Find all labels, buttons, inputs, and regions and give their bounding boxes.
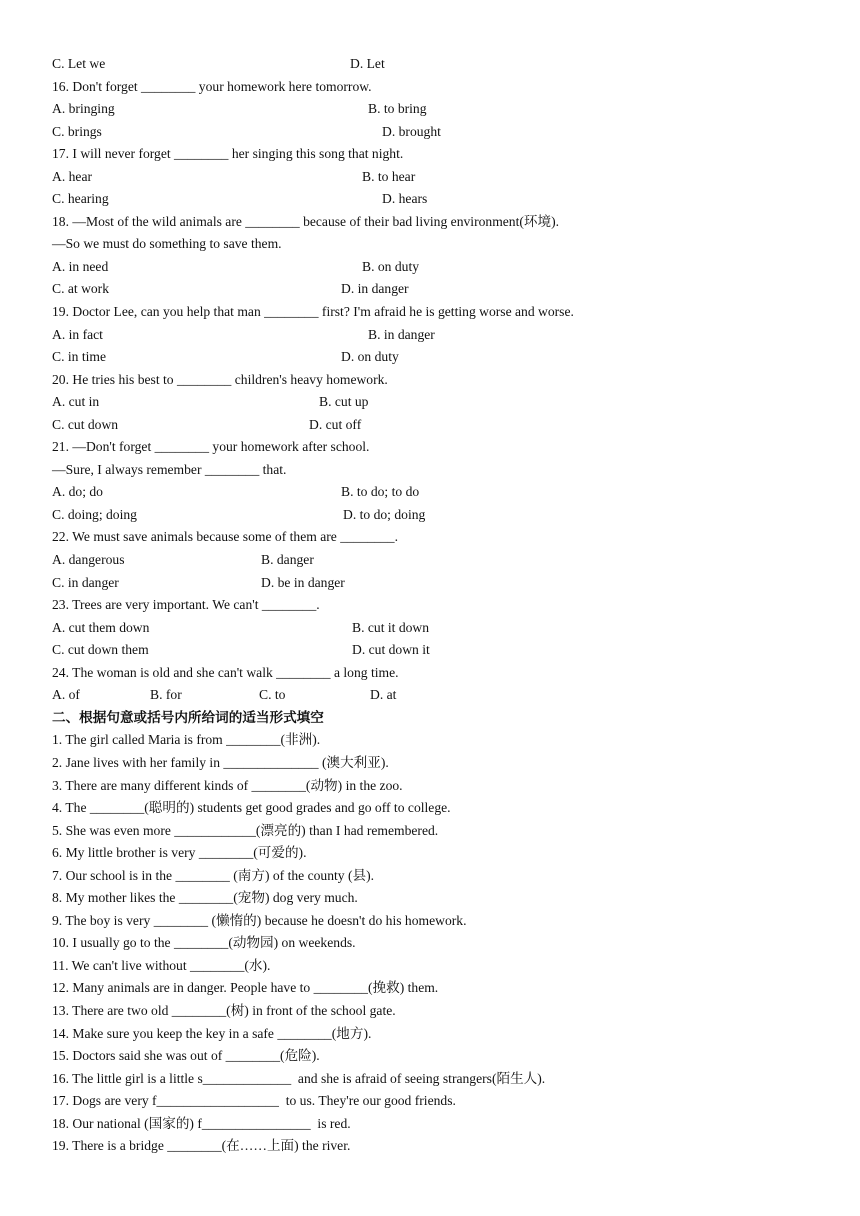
fill-in-question	[52, 1135, 832, 1158]
question-text: 23. Trees are very important. We can't ________.	[52, 597, 320, 613]
question-stem	[52, 369, 832, 392]
fill-in-question	[52, 887, 832, 910]
fill-in-question	[52, 797, 832, 820]
fill-in-question	[52, 977, 832, 1000]
option-right: D. in danger	[341, 281, 409, 297]
option-right: B. cut up	[319, 394, 369, 410]
answer-options	[52, 166, 832, 189]
question-text: 17. Dogs are very f__________________ to us. They're our good friends.	[52, 1093, 456, 1109]
question-stem	[52, 459, 832, 482]
question-stem	[52, 301, 832, 324]
fill-in-question	[52, 1000, 832, 1023]
option-right: D. brought	[382, 123, 441, 139]
fill-in-question	[52, 775, 832, 798]
option-right: D. on duty	[341, 349, 399, 365]
answer-options	[52, 414, 832, 437]
option-left: A. hear	[52, 168, 93, 184]
answer-options	[52, 188, 832, 211]
option-left: C. cut down them	[52, 642, 149, 658]
answer-options	[52, 481, 832, 504]
question-stem	[52, 211, 832, 234]
option-left: C. at work	[52, 281, 110, 297]
question-text: 14. Make sure you keep the key in a safe ________(地方).	[52, 1025, 372, 1041]
question-text: 15. Doctors said she was out of ________(危险).	[52, 1048, 320, 1064]
question-text: 18. Our national (国家的) f________________ is red.	[52, 1115, 351, 1131]
option-left: C. in time	[52, 349, 106, 365]
question-text: 13. There are two old ________(树) in front of the school gate.	[52, 1002, 396, 1018]
question-stem	[52, 526, 832, 549]
option-a: A. of	[52, 687, 80, 703]
answer-options	[52, 639, 832, 662]
question-text: 19. Doctor Lee, can you help that man ________ first? I'm afraid he is getting worse and worse.	[52, 304, 574, 320]
question-text: 10. I usually go to the ________(动物园) on weekends.	[52, 935, 356, 951]
answer-options	[52, 256, 832, 279]
option-left: A. do; do	[52, 484, 103, 500]
question-text: 9. The boy is very ________ (懒惰的) because he doesn't do his homework.	[52, 912, 467, 928]
question-text: 21. —Don't forget ________ your homework after school.	[52, 439, 370, 455]
option-right: B. on duty	[362, 258, 420, 274]
question-stem	[52, 233, 832, 256]
answer-options	[52, 324, 832, 347]
option-right: B. to bring	[368, 101, 427, 117]
question-text: 12. Many animals are in danger. People have to ________(挽救) them.	[52, 980, 439, 996]
option-right: D. cut down it	[352, 642, 430, 658]
option-left: A. cut in	[52, 394, 100, 410]
option-d: D. at	[370, 687, 397, 703]
option-right: B. to do; to do	[341, 484, 420, 500]
question-text: 6. My little brother is very ________(可爱的).	[52, 845, 307, 861]
question-text: 1. The girl called Maria is from ________(非洲).	[52, 732, 321, 748]
answer-options	[52, 98, 832, 121]
question-text: 7. Our school is in the ________ (南方) of the county (县).	[52, 867, 375, 883]
question-text: 18. —Most of the wild animals are ________ because of their bad living environment(环境).	[52, 213, 560, 229]
question-text: 22. We must save animals because some of them are ________.	[52, 529, 398, 545]
option-left: C. hearing	[52, 191, 109, 207]
question-text: 16. Don't forget ________ your homework here tomorrow.	[52, 78, 372, 94]
answer-options	[52, 617, 832, 640]
question-stem	[52, 143, 832, 166]
option-left: C. Let we	[52, 56, 106, 71]
question-stem	[52, 76, 832, 99]
fill-in-question	[52, 842, 832, 865]
option-left: C. in danger	[52, 574, 119, 590]
worksheet-page	[52, 53, 832, 1158]
question-text: 11. We can't live without ________(水).	[52, 957, 271, 973]
answer-options	[52, 278, 832, 301]
option-left: C. brings	[52, 123, 102, 139]
question-stem	[52, 662, 832, 685]
fill-in-question	[52, 1045, 832, 1068]
fill-in-question	[52, 1023, 832, 1046]
question-text: 5. She was even more ____________(漂亮的) than I had remembered.	[52, 822, 439, 838]
fill-in-question	[52, 1090, 832, 1113]
answer-options	[52, 549, 832, 572]
fill-in-question	[52, 865, 832, 888]
option-left: C. doing; doing	[52, 506, 137, 522]
answer-options	[52, 391, 832, 414]
question-text: —So we must do something to save them.	[52, 236, 282, 252]
option-left: C. cut down	[52, 416, 119, 432]
option-b: B. for	[150, 687, 182, 703]
answer-options	[52, 121, 832, 144]
option-left: A. dangerous	[52, 552, 125, 568]
option-right: D. be in danger	[261, 574, 345, 590]
fill-in-question	[52, 729, 832, 752]
fill-in-question	[52, 932, 832, 955]
option-right: B. in danger	[368, 326, 435, 342]
option-right: B. cut it down	[352, 619, 430, 635]
answer-options	[52, 504, 832, 527]
question-text: 16. The little girl is a little s_____________ and she is afraid of seeing strangers(陌生人).	[52, 1070, 546, 1086]
option-right: D. hears	[382, 191, 428, 207]
question-text: 20. He tries his best to ________ children's heavy homework.	[52, 371, 388, 387]
fill-in-question	[52, 1113, 832, 1136]
question-text: —Sure, I always remember ________ that.	[52, 461, 287, 477]
option-left: A. cut them down	[52, 619, 150, 635]
question-text: 8. My mother likes the ________(宠物) dog very much.	[52, 890, 358, 906]
fill-in-question	[52, 1068, 832, 1091]
question-text: 4. The ________(聪明的) students get good grades and go off to college.	[52, 800, 451, 816]
option-c: C. to	[259, 687, 286, 703]
option-right: D. cut off	[309, 416, 362, 432]
fill-in-question	[52, 820, 832, 843]
option-right: B. to hear	[362, 168, 416, 184]
option-right: D. Let	[350, 56, 385, 71]
option-right: D. to do; doing	[343, 506, 426, 522]
question-text: 2. Jane lives with her family in ______________ (澳大利亚).	[52, 754, 389, 770]
fill-in-question	[52, 955, 832, 978]
answer-options	[52, 346, 832, 369]
answer-options	[52, 53, 832, 76]
fill-in-question	[52, 752, 832, 775]
option-right: B. danger	[261, 552, 314, 568]
question-text: 3. There are many different kinds of ________(动物) in the zoo.	[52, 777, 403, 793]
question-text: 24. The woman is old and she can't walk ________ a long time.	[52, 664, 399, 680]
question-text: 17. I will never forget ________ her singing this song that night.	[52, 146, 404, 162]
question-stem	[52, 594, 832, 617]
fill-in-question	[52, 910, 832, 933]
question-stem	[52, 436, 832, 459]
option-left: A. in fact	[52, 326, 103, 342]
answer-options	[52, 684, 832, 707]
option-left: A. bringing	[52, 101, 115, 117]
question-text: 19. There is a bridge ________(在……上面) the river.	[52, 1138, 351, 1154]
section-heading: 二、根据句意或括号内所给词的适当形式填空	[52, 709, 324, 726]
option-left: A. in need	[52, 258, 109, 274]
answer-options	[52, 572, 832, 595]
